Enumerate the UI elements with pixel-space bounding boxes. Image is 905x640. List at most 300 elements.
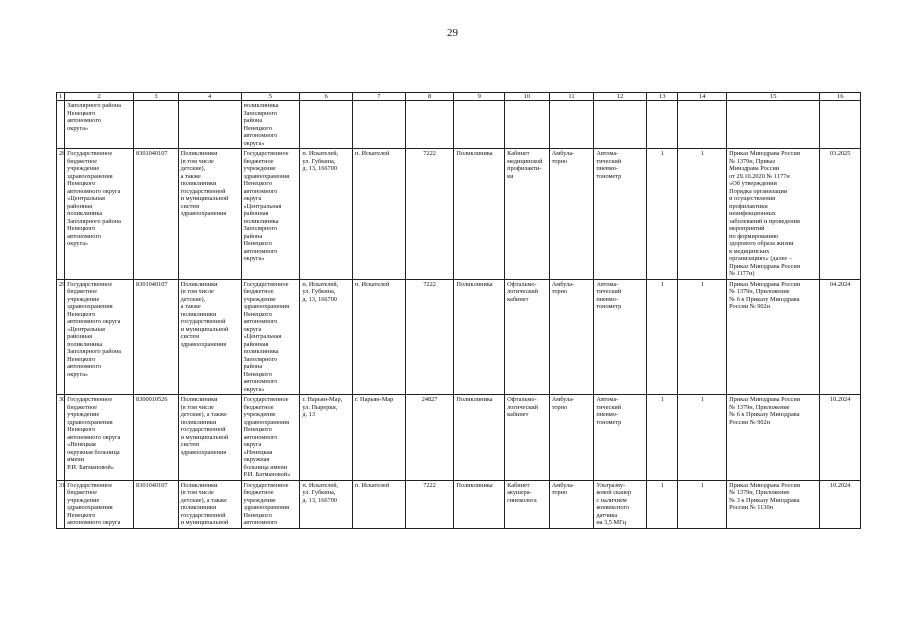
cell-line: Ненецкого <box>67 355 96 363</box>
table-cell <box>300 279 353 395</box>
cell-line: учреждение <box>67 295 100 303</box>
table-cell <box>647 279 678 395</box>
cell-line: государственной <box>180 426 226 433</box>
cell-line: поликлиника <box>67 210 103 217</box>
cell-line: Государственное <box>67 481 113 489</box>
table-cell <box>820 480 861 528</box>
cell-line: и муниципальной <box>180 325 229 333</box>
cell-line: Р.И. Батмановой» <box>67 463 114 471</box>
cell-line: учреждение <box>67 496 100 504</box>
cell-line <box>552 102 592 110</box>
cell-line: Заполярного <box>243 355 278 363</box>
cell-line: (в том числе <box>180 288 214 295</box>
cell-line: бюджетное <box>243 157 274 165</box>
cell-line: (в том числе <box>180 489 214 496</box>
table-cell <box>405 395 454 481</box>
column-header: 6 <box>300 93 353 101</box>
cell-line: России № 902н <box>729 303 771 310</box>
cell-line: бюджетное <box>67 489 98 496</box>
table-cell <box>178 149 241 280</box>
cell-line: Кабинет <box>507 150 530 157</box>
cell-line: округа» <box>243 139 265 147</box>
cell-line: д. 13, 166700 <box>302 165 338 172</box>
cell-line: Ненецкого <box>243 426 272 433</box>
cell-line <box>302 102 350 110</box>
cell-line: (в том числе <box>180 157 214 165</box>
cell-line: поликлиника <box>67 340 103 348</box>
cell-line: ул. Губкина, <box>302 288 336 295</box>
cell-line: торно <box>551 288 568 295</box>
cell-line: пневмо- <box>596 411 618 418</box>
cell-line: 7222 <box>423 280 436 288</box>
cell-line <box>408 102 452 110</box>
table-cell <box>594 101 647 149</box>
cell-line: торно <box>551 157 568 165</box>
table-cell <box>300 395 353 481</box>
cell-line <box>181 102 239 110</box>
cell-line: округа» <box>67 124 89 132</box>
cell-line: «Об утверждении <box>729 180 777 187</box>
cell-line: 03.2025 <box>829 150 851 157</box>
cell-line: с наличием <box>596 496 627 504</box>
table-body <box>57 101 861 529</box>
table-row <box>57 279 861 395</box>
cell-line: Поликлиники <box>180 396 218 403</box>
table-cell <box>57 149 65 280</box>
cell-line: Амбула- <box>551 481 575 489</box>
table-cell <box>594 279 647 395</box>
cell-line: автономного округа <box>67 318 121 325</box>
cell-line: Государственное <box>67 396 113 403</box>
table-cell <box>505 279 550 395</box>
cell-line: п. Искателей, <box>302 150 339 157</box>
table-cell <box>820 395 861 481</box>
cell-line <box>507 102 547 110</box>
cell-line: 1 <box>660 280 664 288</box>
cell-line: бюджетное <box>67 157 98 165</box>
cell-line: № 1177н) <box>729 270 755 277</box>
cell-line: районная <box>243 340 269 348</box>
table-row <box>57 480 861 528</box>
cell-line: 10.2024 <box>829 481 851 489</box>
cell-line: округа» <box>67 240 89 247</box>
cell-line: Минздрава России <box>729 165 780 172</box>
cell-line: Государственное <box>243 481 289 489</box>
cell-line: 1 <box>700 280 704 288</box>
cell-line: детские), <box>180 165 206 172</box>
table-cell <box>549 395 594 481</box>
cell-line: «Центральная <box>67 195 105 202</box>
cell-line: автономного <box>243 187 278 195</box>
column-header: 7 <box>353 93 406 101</box>
cell-line: Ненецкого <box>243 240 272 247</box>
table-cell <box>505 480 550 528</box>
cell-line: автономного <box>67 117 102 124</box>
table-cell <box>353 395 406 481</box>
header-row <box>57 93 861 101</box>
table-cell <box>727 279 820 395</box>
table-row <box>57 101 861 149</box>
table-cell <box>65 101 134 149</box>
cell-line: д. 13 <box>302 411 315 418</box>
table-cell <box>505 149 550 280</box>
cell-line: бюджетное <box>67 288 98 295</box>
table-cell <box>300 101 353 149</box>
cell-line: Заполярного района <box>67 102 121 109</box>
column-header: 16 <box>820 93 861 101</box>
table-cell <box>678 101 727 149</box>
cell-line: автономного <box>243 519 278 526</box>
cell-line: и муниципальной <box>180 195 229 202</box>
cell-line <box>136 102 176 110</box>
cell-line: пневмо- <box>596 295 618 303</box>
table-cell <box>727 480 820 528</box>
cell-line: здравоохранения <box>67 172 113 180</box>
cell-line: 28 <box>59 150 66 157</box>
cell-line: автономного <box>243 318 278 325</box>
table-cell <box>505 101 550 149</box>
cell-line: п. Искателей <box>355 481 390 489</box>
cell-line: 30 <box>59 396 66 403</box>
cell-line: Поликлиники <box>180 481 218 489</box>
cell-line: № 3 к Приказу Минздрава <box>729 496 800 504</box>
cell-line: здравоохранения <box>243 303 289 310</box>
table-cell <box>134 480 179 528</box>
table-cell <box>353 279 406 395</box>
cell-line: и муниципальной <box>180 519 229 526</box>
cell-line: систем <box>180 333 200 340</box>
cell-line: округа <box>243 441 262 448</box>
cell-line: ковой сканер <box>596 489 632 496</box>
cell-line: Поликлиника <box>456 150 493 157</box>
cell-line: окружная <box>243 456 270 463</box>
page-bottom-margin <box>0 580 905 640</box>
cell-line: в медицинских <box>729 247 770 255</box>
cell-line: заболеваний и проведения <box>729 217 800 225</box>
cell-line: Ненецкого <box>67 225 96 232</box>
cell-line: 1 <box>700 396 704 403</box>
cell-line <box>596 102 644 110</box>
cell-line: Ненецкого <box>67 426 96 433</box>
table-cell <box>820 149 861 280</box>
cell-line: бюджетное <box>243 288 274 295</box>
table-cell <box>454 395 505 481</box>
cell-line: неинфекционных <box>729 210 776 217</box>
cell-line: мероприятий <box>729 225 765 232</box>
cell-line: профилакти- <box>507 165 542 172</box>
cell-line: № 1379н, Приложение <box>729 403 790 411</box>
cell-line: (в том числе <box>180 403 214 411</box>
cell-line: государственной <box>180 511 226 519</box>
cell-line: Заполярного <box>243 109 278 117</box>
cell-line: районная <box>67 333 93 340</box>
table-cell <box>405 480 454 528</box>
table-cell <box>549 480 594 528</box>
cell-line: больница имени <box>243 463 288 471</box>
cell-line <box>649 102 675 110</box>
table-cell <box>405 149 454 280</box>
cell-line: № 6 к Приказу Минздрава <box>729 411 800 418</box>
cell-line: здорового образа жизни <box>729 240 794 247</box>
cell-line: на 3,5 МГц <box>596 519 627 526</box>
column-header: 8 <box>405 93 454 101</box>
table-cell <box>454 149 505 280</box>
table-cell <box>65 279 134 395</box>
cell-line: 24827 <box>421 396 438 403</box>
cell-line: округа» <box>67 370 89 378</box>
cell-line: Ненецкого <box>67 180 96 187</box>
table-cell <box>405 101 454 149</box>
cell-line: Заполярного района <box>67 348 121 355</box>
table-cell <box>178 480 241 528</box>
table-cell <box>727 101 820 149</box>
table-cell <box>178 279 241 395</box>
cell-line: 1 <box>700 150 704 157</box>
table-cell <box>57 395 65 481</box>
table-cell <box>727 395 820 481</box>
cell-line: округа» <box>243 255 265 262</box>
table-cell <box>65 480 134 528</box>
cell-line: Поликлиника <box>456 481 493 489</box>
table-cell <box>454 480 505 528</box>
cell-line: кабинет <box>507 295 529 303</box>
cell-line: здравоохранения <box>67 418 113 426</box>
cell-line: от 29.10.2020 № 1177н <box>729 172 790 180</box>
table-cell <box>57 101 65 149</box>
table-cell <box>134 279 179 395</box>
cell-line: Приказ Минздрава России <box>729 396 801 403</box>
cell-line: 7222 <box>423 150 436 157</box>
table-cell <box>241 279 300 395</box>
cell-line: автономного <box>243 433 278 441</box>
cell-line: тонометр <box>596 418 622 426</box>
cell-line: г. Нарьян-Мар <box>355 396 394 403</box>
cell-line: детские), а также <box>180 411 227 418</box>
cell-line: тонометр <box>596 303 622 310</box>
cell-line: д. 13, 166700 <box>302 295 338 303</box>
table-cell <box>241 149 300 280</box>
cell-line: Поликлиника <box>456 280 493 288</box>
table-cell <box>241 101 300 149</box>
table-row <box>57 395 861 481</box>
column-header: 11 <box>549 93 594 101</box>
cell-line: акушера- <box>507 489 532 496</box>
table-cell <box>353 149 406 280</box>
table-cell <box>594 395 647 481</box>
cell-line: логический <box>507 403 539 411</box>
cell-line: Поликлиники <box>180 280 218 288</box>
table-cell <box>178 395 241 481</box>
table-cell <box>178 101 241 149</box>
cell-line: ки <box>507 172 514 180</box>
cell-line: конвексного <box>596 504 630 511</box>
cell-line: поликлиника <box>243 348 279 355</box>
cell-line: Амбула- <box>551 150 575 157</box>
table-cell <box>820 279 861 395</box>
table-cell <box>549 101 594 149</box>
table-cell <box>65 395 134 481</box>
table-cell <box>549 279 594 395</box>
cell-line: бюджетное <box>67 403 98 411</box>
cell-line: поликлиники <box>180 310 217 318</box>
cell-line: округа <box>243 195 262 202</box>
cell-line: 8301040107 <box>136 150 168 157</box>
column-header: 9 <box>454 93 505 101</box>
cell-line: организациях» (далее – <box>729 255 792 262</box>
table-cell <box>678 149 727 280</box>
table-cell <box>134 395 179 481</box>
cell-line: Ультразву- <box>596 481 626 489</box>
cell-line: автономного округа <box>67 433 121 441</box>
table-cell <box>678 279 727 395</box>
cell-line: Приказ Минздрава России <box>729 481 801 489</box>
table-cell <box>727 149 820 280</box>
cell-line: учреждение <box>67 165 100 172</box>
cell-line: Государственное <box>243 150 289 157</box>
cell-line: автономного <box>243 247 278 255</box>
cell-line: ул. Пырерки, <box>302 403 338 411</box>
table-cell <box>647 101 678 149</box>
cell-line: Приказ Минздрава России <box>729 280 801 288</box>
table-cell <box>134 101 179 149</box>
table-cell <box>454 279 505 395</box>
cell-line: д. 13, 166700 <box>302 496 338 504</box>
table-cell <box>353 480 406 528</box>
table-cell <box>405 279 454 395</box>
cell-line: поликлиники <box>180 180 217 187</box>
cell-line: бюджетное <box>243 403 274 411</box>
cell-line: по формированию <box>729 232 779 240</box>
cell-line: здравоохранения <box>180 210 227 217</box>
cell-line: п. Искателей <box>355 280 390 288</box>
table-cell <box>647 149 678 280</box>
column-header: 12 <box>594 93 647 101</box>
cell-line: учреждение <box>243 411 276 418</box>
cell-line: п. Искателей, <box>302 280 339 288</box>
cell-line: Офтальмо- <box>507 396 537 403</box>
cell-line: Приказ Минздрава России <box>729 262 801 270</box>
cell-line: поликлиника <box>243 217 279 225</box>
cell-line: бюджетное <box>243 489 274 496</box>
cell-line: Ненецкого <box>67 511 96 519</box>
cell-line: торно <box>551 489 568 496</box>
cell-line: пневмо- <box>596 165 618 172</box>
cell-line: автономного <box>67 232 102 240</box>
cell-line: автономного округа <box>67 519 121 526</box>
register-table <box>56 92 861 529</box>
cell-line: «Ненецкая <box>243 448 273 456</box>
cell-line: районная <box>243 210 269 217</box>
table-cell <box>300 149 353 280</box>
cell-line: автономного округа <box>67 187 121 195</box>
cell-line: Автома- <box>596 150 619 157</box>
cell-line: здравоохранения <box>67 303 113 310</box>
cell-line: 8301040107 <box>136 280 168 288</box>
table-cell <box>454 101 505 149</box>
cell-line: 10.2024 <box>829 396 851 403</box>
table-cell <box>353 101 406 149</box>
cell-line: г. Нарьян-Мар, <box>302 396 343 403</box>
cell-line: тический <box>596 403 622 411</box>
cell-line: здравоохранения <box>67 504 113 511</box>
cell-line: 8300010526 <box>136 396 168 403</box>
cell-line: автономного <box>67 363 102 370</box>
cell-line: «Ненецкая <box>67 441 96 448</box>
cell-line: 29 <box>59 280 66 288</box>
cell-line: п. Искателей, <box>302 481 339 489</box>
cell-line: Приказ Минздрава России <box>729 150 801 157</box>
cell-line: Порядка организации <box>729 187 788 195</box>
cell-line: датчика <box>596 511 618 519</box>
cell-line: Ненецкого <box>67 310 96 318</box>
cell-line: Ненецкого <box>67 109 96 117</box>
cell-line: а также <box>180 303 201 310</box>
table-cell <box>549 149 594 280</box>
column-header: 15 <box>727 93 820 101</box>
cell-line: систем <box>180 202 200 210</box>
cell-line: Ненецкого <box>243 511 272 519</box>
cell-line: профилактики <box>729 202 768 210</box>
table-cell <box>57 279 65 395</box>
cell-line: Заполярного района <box>67 217 121 225</box>
table-cell <box>678 395 727 481</box>
table-cell <box>300 480 353 528</box>
cell-line: округа <box>243 325 262 333</box>
cell-line <box>822 102 858 110</box>
table-cell <box>134 149 179 280</box>
cell-line: детские), <box>180 295 206 303</box>
cell-line: № 1379н, Приказ <box>729 157 776 165</box>
cell-line: Государственное <box>67 150 113 157</box>
cell-line: Ненецкого <box>243 180 272 187</box>
cell-line: здравоохранения <box>180 448 227 456</box>
cell-line: тический <box>596 288 622 295</box>
table-cell <box>57 480 65 528</box>
column-header: 13 <box>647 93 678 101</box>
cell-line <box>680 102 724 110</box>
cell-line: Ненецкого <box>243 370 272 378</box>
cell-line: Офтальмо- <box>507 280 537 288</box>
cell-line: поликлиники <box>180 504 217 511</box>
cell-line: района <box>243 363 263 370</box>
cell-line: государственной <box>180 187 226 195</box>
cell-line: п. Искателей <box>355 150 390 157</box>
cell-line: Амбула- <box>551 280 575 288</box>
cell-line: а также <box>180 172 201 180</box>
cell-line: имени <box>67 456 84 463</box>
table-cell <box>820 101 861 149</box>
cell-line: тонометр <box>596 172 622 180</box>
cell-line: ул. Губкина, <box>302 489 336 496</box>
cell-line: здравоохранения <box>243 418 289 426</box>
cell-line <box>729 102 817 110</box>
cell-line: 1 <box>700 481 704 489</box>
cell-line: Кабинет <box>507 481 530 489</box>
cell-line: Заполярного <box>243 225 278 232</box>
cell-line: поликлиники <box>180 418 217 426</box>
cell-line: Поликлиника <box>456 396 493 403</box>
table-cell <box>241 395 300 481</box>
cell-line: тический <box>596 157 622 165</box>
cell-line: «Центральная <box>243 333 282 340</box>
table-cell <box>647 480 678 528</box>
cell-line: Автома- <box>596 280 619 288</box>
table-cell <box>505 395 550 481</box>
column-header: 4 <box>178 93 241 101</box>
cell-line: детские), а также <box>180 496 227 504</box>
cell-line <box>456 102 502 110</box>
cell-line: Автома- <box>596 396 619 403</box>
